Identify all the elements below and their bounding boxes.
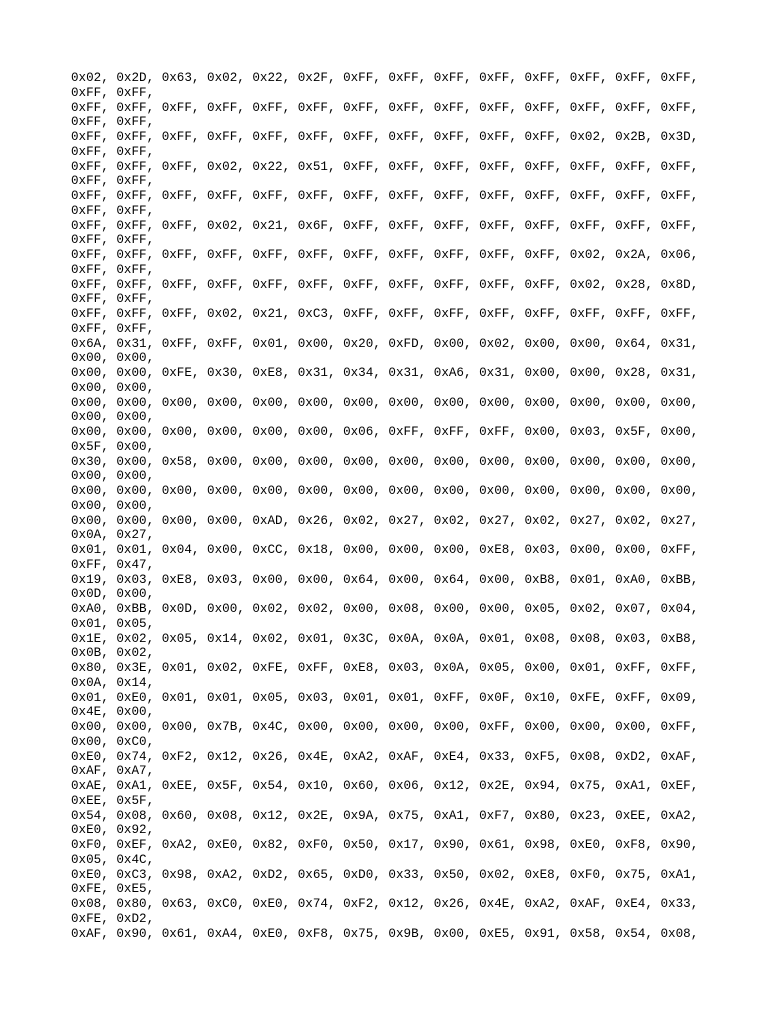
- hex-line: 0xFF, 0xFF, 0xFF, 0x02, 0x22, 0x51, 0xFF, 0xFF, 0xFF, 0xFF, 0xFF, 0xFF, 0xFF, 0xFF,: [71, 159, 699, 174]
- hex-line: 0x00, 0x00, 0x00, 0x7B, 0x4C, 0x00, 0x00, 0x00, 0x00, 0xFF, 0x00, 0x00, 0x00, 0xFF,: [71, 720, 699, 734]
- hex-line: 0xFF, 0xFF, 0xFF, 0xFF, 0xFF, 0xFF, 0xFF, 0xFF, 0xFF, 0xFF, 0xFF, 0x02, 0x28, 0x8D,: [71, 277, 699, 292]
- hex-line: 0xFF, 0xFF, 0xFF, 0x02, 0x21, 0x6F, 0xFF, 0xFF, 0xFF, 0xFF, 0xFF, 0xFF, 0xFF, 0xFF,: [71, 218, 699, 233]
- hex-line: 0x08, 0x80, 0x63, 0xC0, 0xE0, 0x74, 0xF2, 0x12, 0x26, 0x4E, 0xA2, 0xAF, 0xE4, 0x33,: [71, 897, 699, 911]
- hex-line: 0xFE, 0xD2,: [71, 911, 155, 926]
- hex-line: 0x00, 0x00,: [71, 498, 155, 513]
- hex-line: 0xFF, 0xFF,: [71, 115, 155, 130]
- hex-line: 0x80, 0x3E, 0x01, 0x02, 0xFE, 0xFF, 0xE8, 0x03, 0x0A, 0x05, 0x00, 0x01, 0xFF, 0xFF,: [71, 661, 699, 675]
- hex-line: 0x01, 0x01, 0x04, 0x00, 0xCC, 0x18, 0x00, 0x00, 0x00, 0xE8, 0x03, 0x00, 0x00, 0xFF,: [71, 543, 699, 557]
- hex-line: 0xFF, 0xFF, 0xFF, 0xFF, 0xFF, 0xFF, 0xFF, 0xFF, 0xFF, 0xFF, 0xFF, 0xFF, 0xFF, 0xFF,: [71, 189, 699, 203]
- hex-line: 0x54, 0x08, 0x60, 0x08, 0x12, 0x2E, 0x9A, 0x75, 0xA1, 0xF7, 0x80, 0x23, 0xEE, 0xA2,: [71, 808, 699, 823]
- hex-line: 0xFF, 0xFF,: [71, 144, 155, 159]
- hex-line: 0x0B, 0x02,: [71, 646, 155, 661]
- hex-line: 0x19, 0x03, 0xE8, 0x03, 0x00, 0x00, 0x64, 0x00, 0x64, 0x00, 0xB8, 0x01, 0xA0, 0xBB,: [71, 572, 699, 587]
- hex-line: 0xAE, 0xA1, 0xEE, 0x5F, 0x54, 0x10, 0x60, 0x06, 0x12, 0x2E, 0x94, 0x75, 0xA1, 0xEF,: [71, 779, 699, 793]
- hex-line: 0xFF, 0xFF,: [71, 203, 155, 218]
- hex-line: 0xFF, 0x47,: [71, 557, 155, 572]
- hex-line: 0x1E, 0x02, 0x05, 0x14, 0x02, 0x01, 0x3C, 0x0A, 0x0A, 0x01, 0x08, 0x08, 0x03, 0xB8,: [71, 631, 699, 646]
- hex-line: 0x5F, 0x00,: [71, 439, 155, 454]
- hex-line: 0xFF, 0xFF,: [71, 321, 155, 336]
- hex-line: 0x00, 0x00, 0x00, 0x00, 0x00, 0x00, 0x06, 0xFF, 0xFF, 0xFF, 0x00, 0x03, 0x5F, 0x00,: [71, 425, 699, 439]
- document-page: [71, 71, 711, 941]
- hex-line: 0x0D, 0x00,: [71, 587, 155, 602]
- hex-line: 0x4E, 0x00,: [71, 705, 155, 720]
- hex-line: 0xE0, 0x92,: [71, 823, 155, 838]
- hex-line: 0x00, 0x00,: [71, 410, 155, 425]
- hex-line: 0x00, 0x00, 0x00, 0x00, 0x00, 0x00, 0x00, 0x00, 0x00, 0x00, 0x00, 0x00, 0x00, 0x00,: [71, 395, 699, 410]
- hex-line: 0xFF, 0xFF,: [71, 174, 155, 189]
- hex-line: 0xEE, 0x5F,: [71, 793, 155, 808]
- hex-line: 0x30, 0x00, 0x58, 0x00, 0x00, 0x00, 0x00, 0x00, 0x00, 0x00, 0x00, 0x00, 0x00, 0x00,: [71, 454, 699, 469]
- hex-line: 0x00, 0xC0,: [71, 734, 155, 749]
- hex-line: 0x01, 0x05,: [71, 616, 155, 631]
- hex-line: 0xE0, 0xC3, 0x98, 0xA2, 0xD2, 0x65, 0xD0, 0x33, 0x50, 0x02, 0xE8, 0xF0, 0x75, 0xA1,: [71, 867, 699, 882]
- hex-line: 0xFF, 0xFF, 0xFF, 0xFF, 0xFF, 0xFF, 0xFF, 0xFF, 0xFF, 0xFF, 0xFF, 0xFF, 0xFF, 0xFF,: [71, 100, 699, 115]
- hex-line: 0xE0, 0x74, 0xF2, 0x12, 0x26, 0x4E, 0xA2, 0xAF, 0xE4, 0x33, 0xF5, 0x08, 0xD2, 0xAF,: [71, 749, 699, 764]
- hex-line: 0xFF, 0xFF,: [71, 262, 155, 277]
- hex-line: 0x00, 0x00, 0x00, 0x00, 0xAD, 0x26, 0x02, 0x27, 0x02, 0x27, 0x02, 0x27, 0x02, 0x27,: [71, 513, 699, 528]
- hex-line: 0x00, 0x00, 0xFE, 0x30, 0xE8, 0x31, 0x34, 0x31, 0xA6, 0x31, 0x00, 0x00, 0x28, 0x31,: [71, 366, 699, 380]
- hex-line: 0x00, 0x00,: [71, 351, 155, 366]
- hex-line: 0x00, 0x00, 0x00, 0x00, 0x00, 0x00, 0x00, 0x00, 0x00, 0x00, 0x00, 0x00, 0x00, 0x00,: [71, 484, 699, 498]
- hex-line: 0xFF, 0xFF, 0xFF, 0x02, 0x21, 0xC3, 0xFF, 0xFF, 0xFF, 0xFF, 0xFF, 0xFF, 0xFF, 0xFF,: [71, 307, 699, 321]
- hex-line: 0xAF, 0xA7,: [71, 764, 155, 779]
- hex-dump-text: [71, 71, 711, 941]
- hex-line: 0x05, 0x4C,: [71, 852, 155, 867]
- hex-line: 0xFF, 0xFF,: [71, 233, 155, 248]
- hex-line: 0xF0, 0xEF, 0xA2, 0xE0, 0x82, 0xF0, 0x50, 0x17, 0x90, 0x61, 0x98, 0xE0, 0xF8, 0x90,: [71, 838, 699, 852]
- hex-line: 0x6A, 0x31, 0xFF, 0xFF, 0x01, 0x00, 0x20, 0xFD, 0x00, 0x02, 0x00, 0x00, 0x64, 0x31,: [71, 336, 699, 351]
- hex-line: 0xFE, 0xE5,: [71, 882, 155, 897]
- hex-line: 0x0A, 0x27,: [71, 528, 155, 543]
- hex-line: 0x01, 0xE0, 0x01, 0x01, 0x05, 0x03, 0x01, 0x01, 0xFF, 0x0F, 0x10, 0xFE, 0xFF, 0x09,: [71, 690, 699, 705]
- hex-line: 0xFF, 0xFF, 0xFF, 0xFF, 0xFF, 0xFF, 0xFF, 0xFF, 0xFF, 0xFF, 0xFF, 0x02, 0x2B, 0x3D,: [71, 130, 699, 144]
- hex-line: 0xAF, 0x90, 0x61, 0xA4, 0xE0, 0xF8, 0x75, 0x9B, 0x00, 0xE5, 0x91, 0x58, 0x54, 0x08,: [71, 926, 699, 941]
- hex-line: 0x0A, 0x14,: [71, 675, 155, 690]
- hex-line: 0x00, 0x00,: [71, 469, 155, 484]
- hex-line: 0x02, 0x2D, 0x63, 0x02, 0x22, 0x2F, 0xFF, 0xFF, 0xFF, 0xFF, 0xFF, 0xFF, 0xFF, 0xFF,: [71, 71, 699, 85]
- hex-line: 0xFF, 0xFF,: [71, 292, 155, 307]
- hex-line: 0xA0, 0xBB, 0x0D, 0x00, 0x02, 0x02, 0x00, 0x08, 0x00, 0x00, 0x05, 0x02, 0x07, 0x04,: [71, 602, 699, 616]
- hex-line: 0xFF, 0xFF,: [71, 85, 155, 100]
- hex-line: 0xFF, 0xFF, 0xFF, 0xFF, 0xFF, 0xFF, 0xFF, 0xFF, 0xFF, 0xFF, 0xFF, 0x02, 0x2A, 0x06,: [71, 248, 699, 262]
- hex-line: 0x00, 0x00,: [71, 380, 155, 395]
